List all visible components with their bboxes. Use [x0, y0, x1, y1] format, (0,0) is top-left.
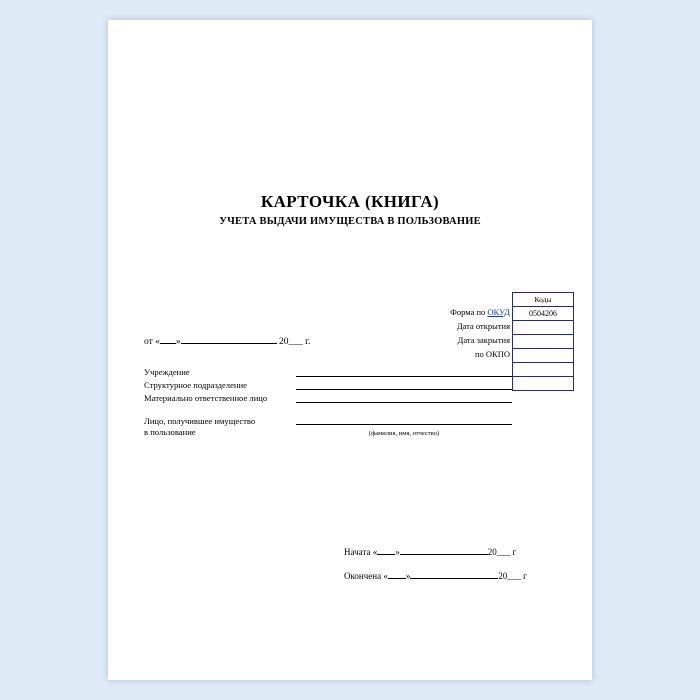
recipient-label-line1: Лицо, получившее имущество [144, 416, 256, 426]
started-label: Начата « [344, 547, 378, 557]
table-row [513, 321, 574, 335]
date-year: 20___ г. [279, 337, 311, 347]
field-institution [144, 366, 564, 379]
field-input[interactable] [296, 389, 512, 390]
codes-label-okud: Форма по ОКУД [450, 307, 510, 317]
started-year: 20___ г [487, 547, 517, 557]
date-middle: » [175, 337, 181, 347]
field-subdivision [144, 379, 564, 392]
started-day-input[interactable] [377, 544, 395, 555]
codes-cell-okud[interactable]: 0504206 [513, 307, 574, 321]
page-title: КАРТОЧКА (КНИГА) [260, 192, 440, 211]
table-row [513, 349, 574, 363]
started-quote: » [395, 547, 400, 557]
finished-day-input[interactable] [388, 568, 406, 579]
month-input[interactable] [181, 334, 277, 344]
title-block [108, 192, 592, 227]
day-input[interactable] [160, 334, 176, 344]
recipient-hint: (фамилия, имя, отчество) [368, 430, 440, 437]
started-month-input[interactable] [400, 544, 488, 555]
okud-link[interactable]: ОКУД [487, 307, 510, 317]
finished-label: Окончена « [344, 571, 388, 581]
table-row [513, 307, 574, 321]
fields-block [144, 366, 564, 405]
codes-cell-okpo[interactable] [513, 349, 574, 363]
codes-label-open-date: Дата открытия [456, 321, 510, 331]
field-label: Материально ответственное лицо [144, 393, 268, 403]
field-label: Учреждение [144, 367, 190, 377]
codes-label-close-date: Дата закрытия [457, 335, 510, 345]
codes-cell-close-date[interactable] [513, 335, 574, 349]
table-row [513, 335, 574, 349]
bottom-lines-block [344, 544, 574, 592]
field-responsible-person [144, 392, 564, 405]
codes-cell-open-date[interactable] [513, 321, 574, 335]
codes-label-okpo: по ОКПО [474, 349, 510, 359]
recipient-input[interactable] [296, 424, 512, 425]
date-prefix: от « [144, 337, 160, 347]
table-row [513, 293, 574, 307]
finished-month-input[interactable] [410, 568, 498, 579]
field-input[interactable] [296, 376, 512, 377]
recipient-label-line2: в пользование [144, 427, 196, 437]
finished-quote: » [405, 571, 411, 581]
started-line [344, 544, 574, 568]
date-line [144, 334, 310, 347]
field-input[interactable] [296, 402, 512, 403]
finished-line [344, 568, 574, 592]
document-sheet [108, 20, 592, 680]
page-subtitle: УЧЕТА ВЫДАЧИ ИМУЩЕСТВА В ПОЛЬЗОВАНИЕ [219, 216, 481, 227]
codes-labels [358, 305, 510, 361]
finished-year: 20___ г [498, 571, 527, 581]
codes-table-header: Коды [513, 293, 574, 307]
field-label: Структурное подразделение [144, 380, 247, 390]
